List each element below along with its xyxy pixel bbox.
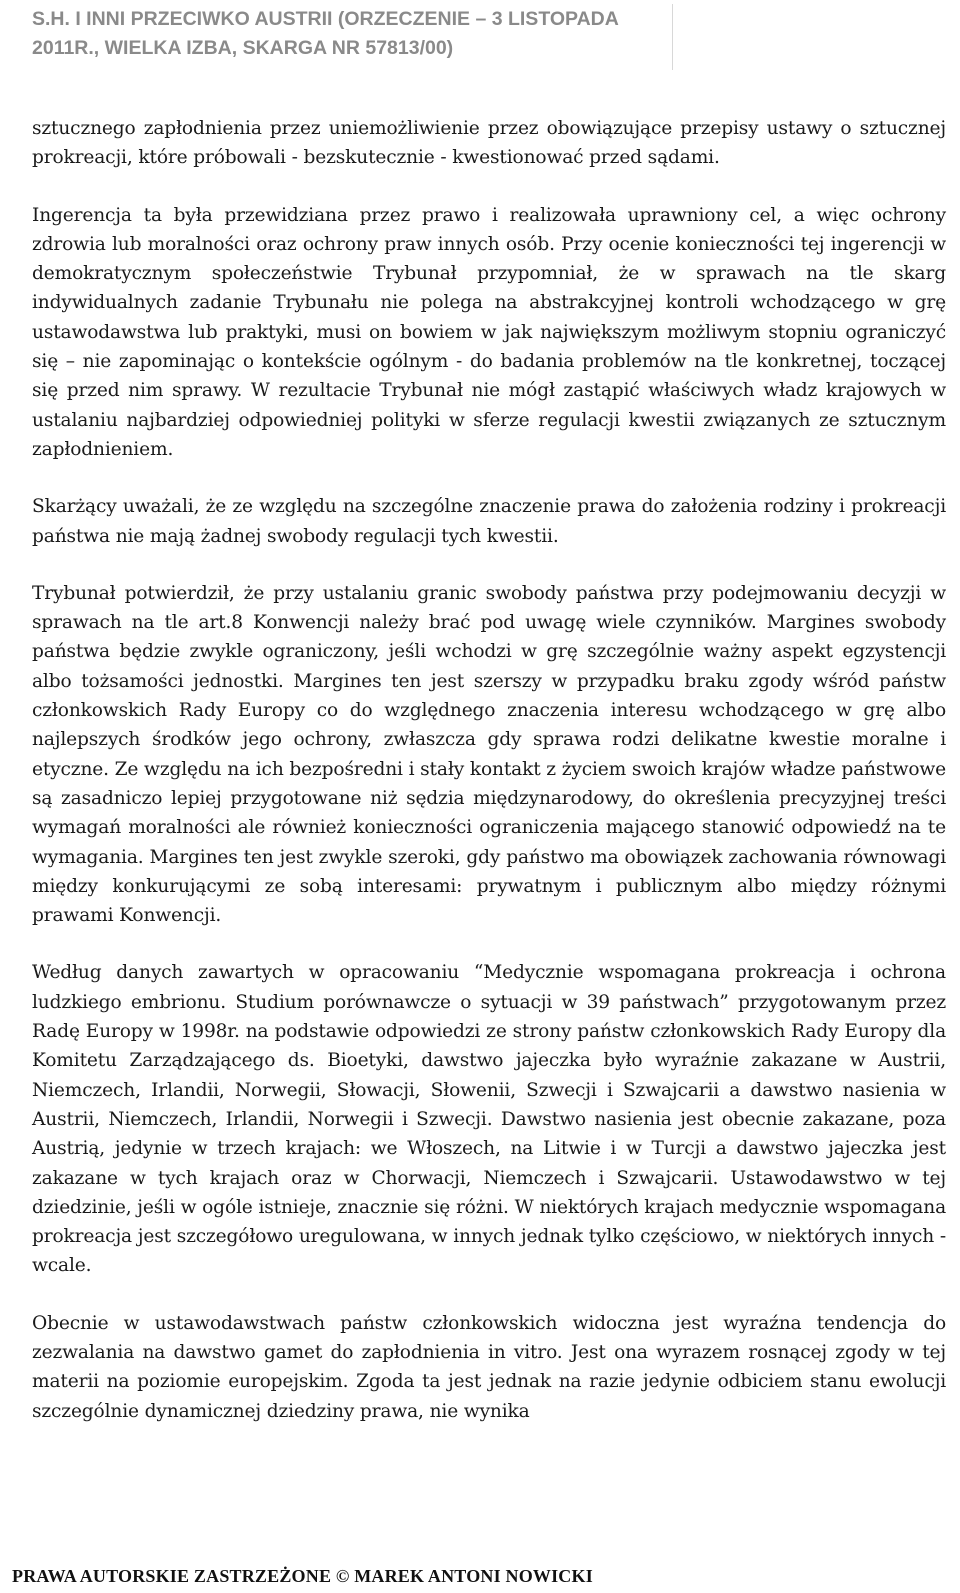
running-header xyxy=(32,4,673,70)
copyright-footer: PRAWA AUTORSKIE ZASTRZEŻONE © MAREK ANTONI NOWICKI xyxy=(12,1566,593,1586)
paragraph-2: Ingerencja ta była przewidziana przez prawo i realizowała uprawniony cel, a więc ochrony zdrowia lub moralności oraz ochrony praw innych osób. Przy ocenie konieczności tej ingerencji w demokratycznym społeczeństwie Trybunał przypomniał, że w sprawach na tle skarg indywidualnych zadanie Trybunału nie polega na abstrakcyjnej kontroli wchodzącego w grę ustawodawstwa lub praktyki, musi on bowiem w jak największym możliwym stopniu ograniczyć się – nie zapominając o kontekście ogólnym - do badania problemów na tle konkretnej, toczącej się przed nim sprawy. W rezultacie Trybunał nie mógł zastąpić właściwych władz krajowych w ustalaniu najbardziej odpowiedniej polityki w sferze regulacji kwestii związanych ze sztucznym zapłodnieniem. xyxy=(32,204,946,460)
paragraph-4: Trybunał potwierdził, że przy ustalaniu granic swobody państwa przy podejmowaniu decyzji w sprawach na tle art.8 Konwencji należy brać pod uwagę wiele czynników. Margines swobody państwa będzie zwykle ograniczony, jeśli wchodzi w grę szczególnie ważny aspekt egzystencji albo tożsamości jednostki. Margines ten jest szerszy w przypadku braku zgody wśród państw członkowskich Rady Europy co do względnego znaczenia interesu wchodzącego w grę albo najlepszych środków jego ochrony, zwłaszcza gdy sprawa rodzi delikatne kwestie moralne i etyczne. Ze względu na ich bezpośredni i stały kontakt z życiem swoich krajów władze państwowe są zasadniczo lepiej przygotowane niż sędzia międzynarodowy, do określenia precyzyjnej treści wymagań moralności ale również konieczności ograniczenia mającego stanowić odpowiedź na te wymagania. Margines ten jest zwykle szeroki, gdy państwo ma obowiązek zachowania równowagi między konkurującymi ze sobą interesami: prywatnym i publicznym albo między różnymi prawami Konwencji. xyxy=(32,582,946,927)
paragraph-5: Według danych zawartych w opracowaniu “Medycznie wspomagana prokreacja i ochrona ludzkiego embrionu. Studium porównawcze o sytuacji w 39 państwach” przygotowanym przez Radę Europy w 1998r. na podstawie odpowiedzi ze strony państw członkowskich Rady Europy dla Komitetu Zarządzającego ds. Bioetyki, dawstwo jajeczka było wyraźnie zakazane w Austrii, Niemczech, Irlandii, Norwegii, Słowacji, Słowenii, Szwecji i Szwajcarii a dawstwo nasienia w Austrii, Niemczech, Irlandii, Norwegii i Szwecji. Dawstwo nasienia jest obecnie zakazane, poza Austrią, jedynie w trzech krajach: we Włoszech, na Litwie i w Turcji a dawstwo jajeczka jest zakazane w tych krajach oraz w Chorwacji, Niemczech i Szwajcarii. Ustawodawstwo w tej dziedzinie, jeśli w ogóle istnieje, znacznie się różni. W niektórych krajach medycznie wspomagana prokreacja jest szczegółowo uregulowana, w innych jednak tylko częściowo, w niektórych innych - wcale. xyxy=(32,962,946,1277)
paragraph-1: sztucznego zapłodnienia przez uniemożliwienie przez obowiązujące przepisy ustawy o sztucznej prokreacji, które próbowali - bezskutecznie - kwestionować przed sądami. xyxy=(32,118,946,169)
paragraph-3: Skarżący uważali, że ze względu na szczególne znaczenie prawa do założenia rodziny i prokreacji państwa nie mają żadnej swobody regulacji tych kwestii. xyxy=(32,496,946,547)
header-title: S.H. I INNI PRZECIWKO AUSTRII (ORZECZENIE – 3 LISTOPADA 2011R., WIELKA IZBA, SKARGA NR 57813/00) xyxy=(32,8,619,59)
paragraph-6: Obecnie w ustawodawstwach państw członkowskich widoczna jest wyraźna tendencja do zezwalania na dawstwo gamet do zapłodnienia in vitro. Jest ona wyrazem rosnącej zgody w tej materii na poziomie europejskim. Zgoda ta jest jednak na razie jedynie odbiciem stanu ewolucji szczególnie dynamicznej dziedziny prawa, nie wynika xyxy=(32,1312,946,1422)
document-body xyxy=(32,114,946,1454)
